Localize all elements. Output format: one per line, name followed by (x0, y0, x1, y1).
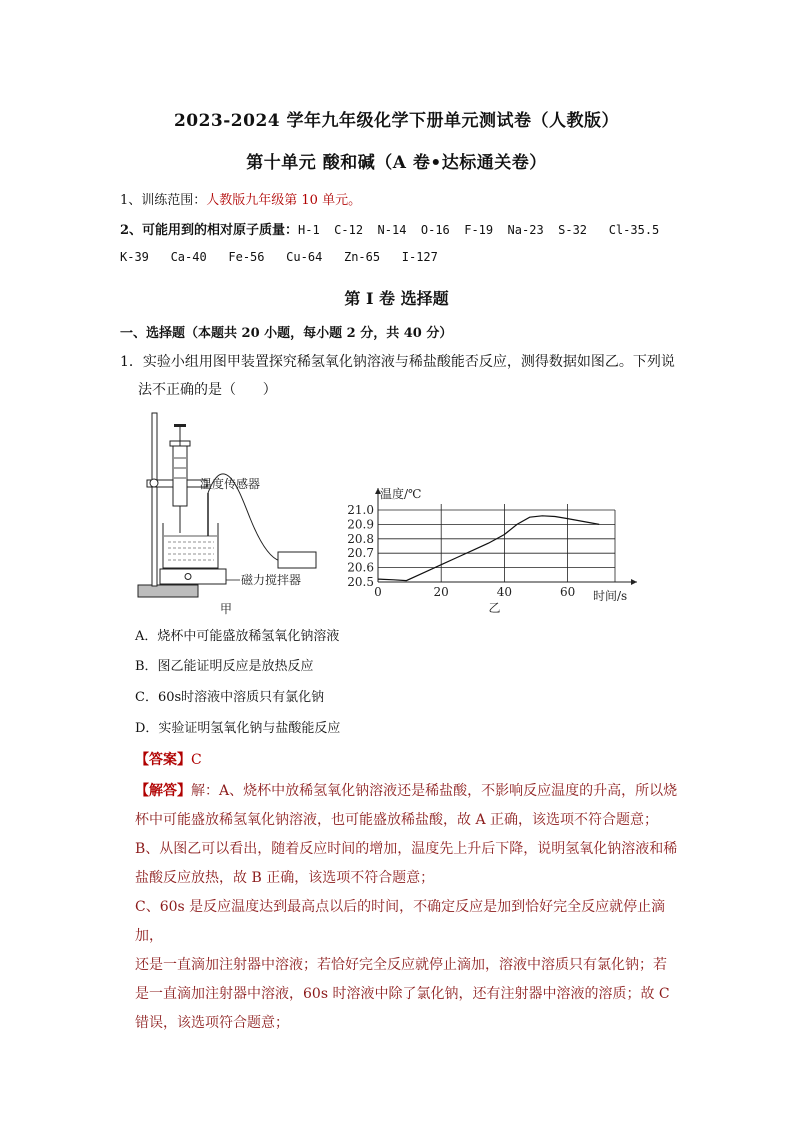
scope-line (120, 189, 361, 208)
x-axis-label: 时间/s (593, 589, 628, 603)
explanation-line: 盐酸反应放热，故 B 正确，该选项不符合题意； (135, 870, 435, 886)
scope-label: 1、训练范围： (120, 193, 207, 208)
stand-rod (152, 413, 157, 586)
explanation-line: B、从图乙可以看出，随着反应时间的增加，温度先上升后下降，说明氢氧化钠溶液和稀 (135, 841, 678, 857)
question-stem (120, 348, 680, 404)
atomic-mass-label: 2、可能用到的相对原子质量： (120, 223, 299, 238)
apparatus-caption: 甲 (220, 602, 233, 616)
temperature-series-line (378, 516, 599, 581)
y-tick-label: 20.9 (347, 517, 374, 532)
option-c: C．60s时溶液中溶质只有氯化钠 (135, 690, 325, 705)
clamp-knob (150, 479, 158, 487)
explanation-label: 【解答】 (135, 783, 191, 799)
explanation-line: C、60s 是反应温度达到最高点以后的时间，不确定反应是加到恰好完全反应就停止滴加， (135, 899, 666, 944)
answer-line (135, 746, 680, 775)
stirrer-label: 磁力搅拌器 (241, 573, 302, 587)
explanation-line: 是一直滴加注射器中溶液，60s 时溶液中除了氯化钠，还有注射器中溶液的溶质；故 C (135, 986, 670, 1002)
atomic-mass-line (120, 219, 659, 238)
y-tick-label: 20.6 (347, 560, 374, 575)
unit-title: 第十单元 酸和碱（A 卷•达标通关卷） (246, 153, 547, 173)
explanation-line: 错误，该选项符合题意； (135, 1015, 289, 1031)
x-tick-label: 60 (559, 585, 576, 599)
chart-caption: 乙 (488, 601, 501, 615)
atomic-mass-values-2: K-39 Ca-40 Fe-56 Cu-64 Zn-65 I-127 (120, 250, 438, 264)
explanation-line: 杯中可能盛放稀氢氧化钠溶液，也可能盛放稀盐酸，故 A 正确，该选项不符合题意； (135, 812, 659, 828)
scope-value: 人教版九年级第 10 单元。 (206, 193, 362, 208)
question-line-2: 法不正确的是（ ） (138, 382, 277, 398)
y-tick-label: 20.8 (347, 531, 374, 546)
exam-title: 2023-2024 学年九年级化学下册单元测试卷（人教版） (173, 111, 620, 131)
sensor-label: 温度传感器 (200, 477, 261, 491)
option-a: A．烧杯中可能盛放稀氢氧化钠溶液 (135, 629, 340, 644)
answer-value: C (191, 752, 202, 768)
data-logger (278, 552, 316, 568)
stand-base (138, 585, 198, 597)
y-axis-label: 温度/℃ (380, 487, 422, 501)
x-tick-label: 20 (433, 585, 449, 599)
option-b: B．图乙能证明反应是放热反应 (135, 659, 314, 674)
syringe (173, 446, 187, 506)
option-d: D．实验证明氢氧化钠与盐酸能反应 (135, 721, 341, 736)
apparatus-figure (130, 408, 330, 618)
explanation (135, 777, 680, 1038)
x-axis-arrow (631, 579, 637, 585)
section-title: 第 I 卷 选择题 (344, 289, 449, 308)
explanation-line: 【解答】解：A、烧杯中放稀氢氧化钠溶液还是稀盐酸，不影响反应温度的升高，所以烧 (135, 783, 678, 799)
atomic-mass-values-1: H-1 C-12 N-14 O-16 F-19 Na-23 S-32 Cl-35.5 (298, 223, 660, 237)
syringe-plunger-top (174, 424, 186, 427)
x-tick-label: 40 (496, 585, 513, 599)
y-tick-label: 20.5 (347, 575, 374, 589)
part-heading: 一、选择题（本题共 20 小题，每小题 2 分，共 40 分） (120, 326, 453, 341)
magnetic-stirrer (160, 569, 226, 584)
answer-label: 【答案】 (135, 752, 191, 768)
explanation-line: 还是一直滴加注射器中溶液；若恰好完全反应就停止滴加，溶液中溶质只有氯化钠；若 (135, 957, 667, 973)
y-tick-label: 20.7 (347, 546, 374, 561)
temperature-chart (340, 482, 680, 617)
question-line-1: 1．实验小组用图甲装置探究稀氢氧化钠溶液与稀盐酸能否反应，测得数据如图乙。下列说 (120, 354, 675, 370)
x-tick-label: 0 (374, 585, 382, 599)
y-tick-label: 21.0 (347, 503, 374, 517)
